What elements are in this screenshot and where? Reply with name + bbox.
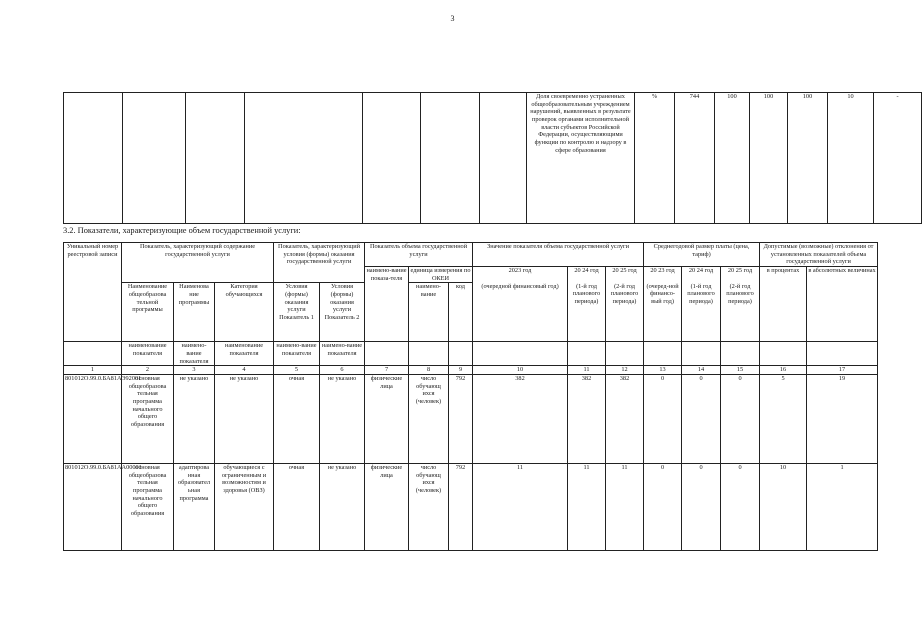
- header-form-2: Условия (формы) оказания услуги Показатель 2: [320, 283, 365, 342]
- column-numbers-row: [64, 366, 878, 375]
- empty-cell: [363, 93, 421, 224]
- deviation-absolute-cell: 1: [807, 464, 878, 551]
- deviation-absolute-cell: -: [874, 93, 922, 224]
- value-2024-cell: 11: [568, 464, 606, 551]
- empty-cell: [606, 342, 644, 366]
- column-number: 4: [215, 366, 274, 375]
- empty-cell: [682, 342, 721, 366]
- code-cell: 792: [449, 464, 473, 551]
- unit-cell: число обучающ ихся (человек): [409, 375, 449, 464]
- column-number: 6: [320, 366, 365, 375]
- column-number: 12: [606, 366, 644, 375]
- header-average-fee: Среднегодовой размер платы (цена, тариф): [644, 243, 760, 267]
- empty-cell: [807, 342, 878, 366]
- column-number: 7: [365, 366, 409, 375]
- category-cell: не указано: [215, 375, 274, 464]
- code-cell: 792: [449, 375, 473, 464]
- header-year-2025: 20 25 год (2-й год планового периода): [606, 267, 644, 342]
- header-unit-code: код: [449, 283, 473, 342]
- table-row: [64, 464, 878, 551]
- empty-cell: [421, 93, 480, 224]
- header-unique-number: Уникальный номер реестровой записи: [64, 243, 122, 342]
- sub-indicator-name: наимено-вание показателя: [274, 342, 320, 366]
- deviation-absolute-cell: 19: [807, 375, 878, 464]
- header-in-absolute: в абсолютных величинах: [807, 267, 878, 342]
- empty-cell: [64, 342, 122, 366]
- empty-cell: [186, 93, 245, 224]
- column-number: 3: [174, 366, 215, 375]
- header-volume-values: Значение показателя объема государственной услуги: [473, 243, 644, 267]
- column-number: 13: [644, 366, 682, 375]
- empty-cell: [409, 342, 449, 366]
- column-number: 9: [449, 366, 473, 375]
- column-number: 8: [409, 366, 449, 375]
- value-2023-cell: 11: [473, 464, 568, 551]
- column-number: 16: [760, 366, 807, 375]
- value-2025-text: 100: [802, 93, 813, 100]
- header-fee-2025: 20 25 год (2-й год планового периода): [721, 267, 760, 342]
- okei-code-cell: 744: [675, 93, 715, 224]
- fee-2025-cell: 0: [721, 464, 760, 551]
- program-name-cell: не указано: [174, 375, 215, 464]
- empty-cell: [568, 342, 606, 366]
- deviation-percent-cell: 5: [760, 375, 807, 464]
- header-form-1: Условия (формы) оказания услуги Показатель 1: [274, 283, 320, 342]
- header-unit-okei: единица измерения по ОКЕИ: [409, 267, 473, 283]
- value-2024-cell: 382: [568, 375, 606, 464]
- page-number: 3: [450, 14, 455, 23]
- header-unit-name: наимено-вание: [409, 283, 449, 342]
- empty-cell: [365, 342, 409, 366]
- header-fee-2024: 20 24 год (1-й год планового периода): [682, 267, 721, 342]
- form1-cell: очная: [274, 375, 320, 464]
- form2-cell: не указано: [320, 464, 365, 551]
- header-volume-indicator: Показатель объема государственной услуги: [365, 243, 473, 267]
- header-year-2024: 20 24 год (1-й год планового периода): [568, 267, 606, 342]
- fee-2023-cell: 0: [644, 464, 682, 551]
- program-cell: основная общеобразова тельная программа начального общего образования: [122, 375, 174, 464]
- deviation-percent-cell: 10: [760, 464, 807, 551]
- value-2024-cell: 100: [750, 93, 788, 224]
- deviation-percent-cell: 10: [828, 93, 874, 224]
- header-category: Категория обучающихся: [215, 283, 274, 342]
- table-row: [64, 375, 878, 464]
- column-number: 17: [807, 366, 878, 375]
- column-number: 11: [568, 366, 606, 375]
- volume-indicators-table: [63, 242, 878, 551]
- indicator-text: Доля своевременно устраненных общеобразовательным учреждением нарушений, выявленных в результате проверок органами исполнительной власти субъектов Российской Федерации, осуществляющими функции по контролю и надзору в сфере образования: [527, 93, 635, 224]
- program-name-cell: адаптирова нная образовател ьная программа: [174, 464, 215, 551]
- fee-2025-cell: 0: [721, 375, 760, 464]
- value-2023-cell: 382: [473, 375, 568, 464]
- category-cell: обучающиеся с ограниченным и возможностям и здоровья (ОВЗ): [215, 464, 274, 551]
- fee-2024-cell: 0: [682, 375, 721, 464]
- quality-indicator-table-continued: [63, 92, 922, 224]
- sub-indicator-name: наимено-вание показателя: [174, 342, 215, 366]
- header-year-2023: 2023 год (очередной финансовый год): [473, 267, 568, 342]
- header-program: Наименование общеобразова тельной программы: [122, 283, 174, 342]
- column-number: 14: [682, 366, 721, 375]
- fee-2024-cell: 0: [682, 464, 721, 551]
- header-content-indicator: Показатель, характеризующий содержание государственной услуги: [122, 243, 274, 283]
- unit-cell: %: [635, 93, 675, 224]
- value-2025-cell: 11: [606, 464, 644, 551]
- empty-cell: [245, 93, 363, 224]
- empty-cell: [449, 342, 473, 366]
- column-number: 5: [274, 366, 320, 375]
- program-cell: основная общеобразова тельная программа начального общего образования: [122, 464, 174, 551]
- sub-indicator-name: наименование показателя: [122, 342, 174, 366]
- header-conditions-indicator: Показатель, характеризующий условия (формы) оказания государственной услуги: [274, 243, 365, 283]
- empty-cell: [64, 93, 123, 224]
- header-program-name: Наименова ние программы: [174, 283, 215, 342]
- value-2025-cell: [788, 93, 828, 224]
- empty-cell: [760, 342, 807, 366]
- empty-cell: [480, 93, 527, 224]
- column-number: 10: [473, 366, 568, 375]
- column-number: 2: [122, 366, 174, 375]
- registry-number: 801012О.99.0.БА81АА00001: [64, 464, 122, 551]
- empty-cell: [123, 93, 186, 224]
- indicator-cell: физические лица: [365, 375, 409, 464]
- header-in-percent: в процентах: [760, 267, 807, 342]
- empty-cell: [721, 342, 760, 366]
- header-allowed-deviations: Допустимые (возможные) отклонения от установленных показателей объема государственной услуги: [760, 243, 878, 267]
- header-fee-2023: 20 23 год (очеред-ной финансо-вый год): [644, 267, 682, 342]
- empty-cell: [473, 342, 568, 366]
- registry-number: 801012О.99.0.БА81АЭ92001: [64, 375, 122, 464]
- unit-cell: число обучающ ихся (человек): [409, 464, 449, 551]
- empty-cell: [644, 342, 682, 366]
- column-number: 1: [64, 366, 122, 375]
- sub-indicator-name: наимено-вание показателя: [320, 342, 365, 366]
- column-number: 15: [721, 366, 760, 375]
- form2-cell: не указано: [320, 375, 365, 464]
- value-2025-cell: 382: [606, 375, 644, 464]
- form1-cell: очная: [274, 464, 320, 551]
- indicator-cell: физические лица: [365, 464, 409, 551]
- fee-2023-cell: 0: [644, 375, 682, 464]
- header-indicator-name: наимено-вание показа-теля: [365, 267, 409, 342]
- sub-indicator-name: наименование показателя: [215, 342, 274, 366]
- section-heading: 3.2. Показатели, характеризующие объем государственной услуги:: [63, 226, 301, 235]
- value-2023-cell: 100: [715, 93, 750, 224]
